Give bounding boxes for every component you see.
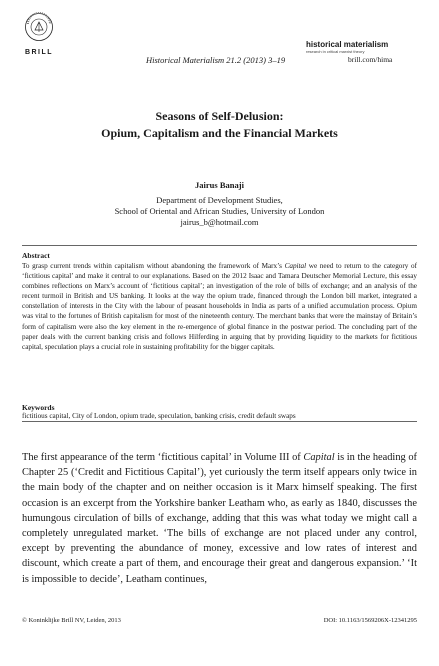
author-email: jairus_b@hotmail.com xyxy=(180,217,259,227)
abstract-text xyxy=(22,261,417,352)
abstract-text-italic: Capital xyxy=(284,262,307,270)
brill-seal-icon xyxy=(24,12,54,42)
keywords-heading: Keywords xyxy=(22,403,55,412)
body-text-italic: Capital xyxy=(303,452,335,463)
author-name: Jairus Banaji xyxy=(195,180,244,190)
footer-doi: DOI: 10.1163/1569206X-12341295 xyxy=(323,617,417,624)
abstract-bottom-rule xyxy=(22,421,417,422)
keywords-text: fictitious capital, City of London, opium trade, speculation, banking crisis, credit default swaps xyxy=(22,412,296,420)
journal-logo-title: historical materialism xyxy=(306,40,389,49)
abstract-top-rule xyxy=(22,245,417,246)
journal-logo xyxy=(306,40,388,54)
body-text-part1: The first appearance of the term ‘fictitious capital’ in Volume III of xyxy=(22,452,304,463)
abstract-text-part2: we need to return to the category of ‘fictitious capital’ and make it central to our explanations. Based on the 2012 Isaac and Tamara Deutscher Memorial Lecture, this essay combines reflections on Marx’s account of ‘fictitious capital’; an investigation of the role of bills of exchange; and an analysis of the recent turmoil in British and US banking. It looks at the way the opium trade, financed through the London bill market, integrated a constellation of interests in the City with the labour of peasant households in India as parts of a unified accumulation process. Opium was vital to the fortunes of British capitalism for most of the nineteenth century. The merchant banks that were the mainstay of Britain’s form of capitalism were also the key element in the re-emergence of global finance in the postwar period. The concluding part of the paper deals with the current banking crisis and follows Hilferding in arguing that by providing liquidity to the markets for fictitious capital, speculation plays a crucial role in sustaining profitability for the bigger capitals. xyxy=(22,262,417,351)
author-affiliation-line2: School of Oriental and African Studies, University of London xyxy=(114,206,325,216)
footer-copyright: © Koninklijke Brill NV, Leiden, 2013 xyxy=(22,617,121,624)
brill-logo xyxy=(20,12,58,56)
brill-wordmark: BRILL xyxy=(24,49,54,56)
abstract-heading: Abstract xyxy=(22,251,50,260)
body-text-part2: is in the heading of Chapter 25 (‘Credit and Fictitious Capital’), yet curiously the term itself appears only twice in the main body of the chapter and on neither occasion is it Marx himself speaking. The first occasion is an excerpt from the Yorkshire banker Leatham who, as early as 1840, discusses the humungous circulation of bills of exchange, adding that this was what today we might call a completely unregulated market. ‘The bills of exchange are not placed under any control, except by preventing the abundance of money, excessive and low rates of interest and discount, which create a part of them, and encourage their great and dangerous expansion.’ ‘It is impossible to decide’, Leatham continues, xyxy=(22,452,417,585)
journal-citation: Historical Materialism 21.2 (2013) 3–19 xyxy=(146,55,286,65)
body-paragraph xyxy=(22,450,417,587)
abstract-text-part1: To grasp current trends within capitalism without abandoning the framework of Marx’s xyxy=(22,262,285,270)
article-title-line2: Opium, Capitalism and the Financial Markets xyxy=(101,126,338,140)
author-affiliation-line1: Department of Development Studies, xyxy=(156,195,283,205)
journal-url: brill.com/hima xyxy=(348,55,393,64)
journal-logo-subtitle: research in critical marxist theory xyxy=(306,49,365,54)
article-title-line1: Seasons of Self-Delusion: xyxy=(155,109,284,123)
